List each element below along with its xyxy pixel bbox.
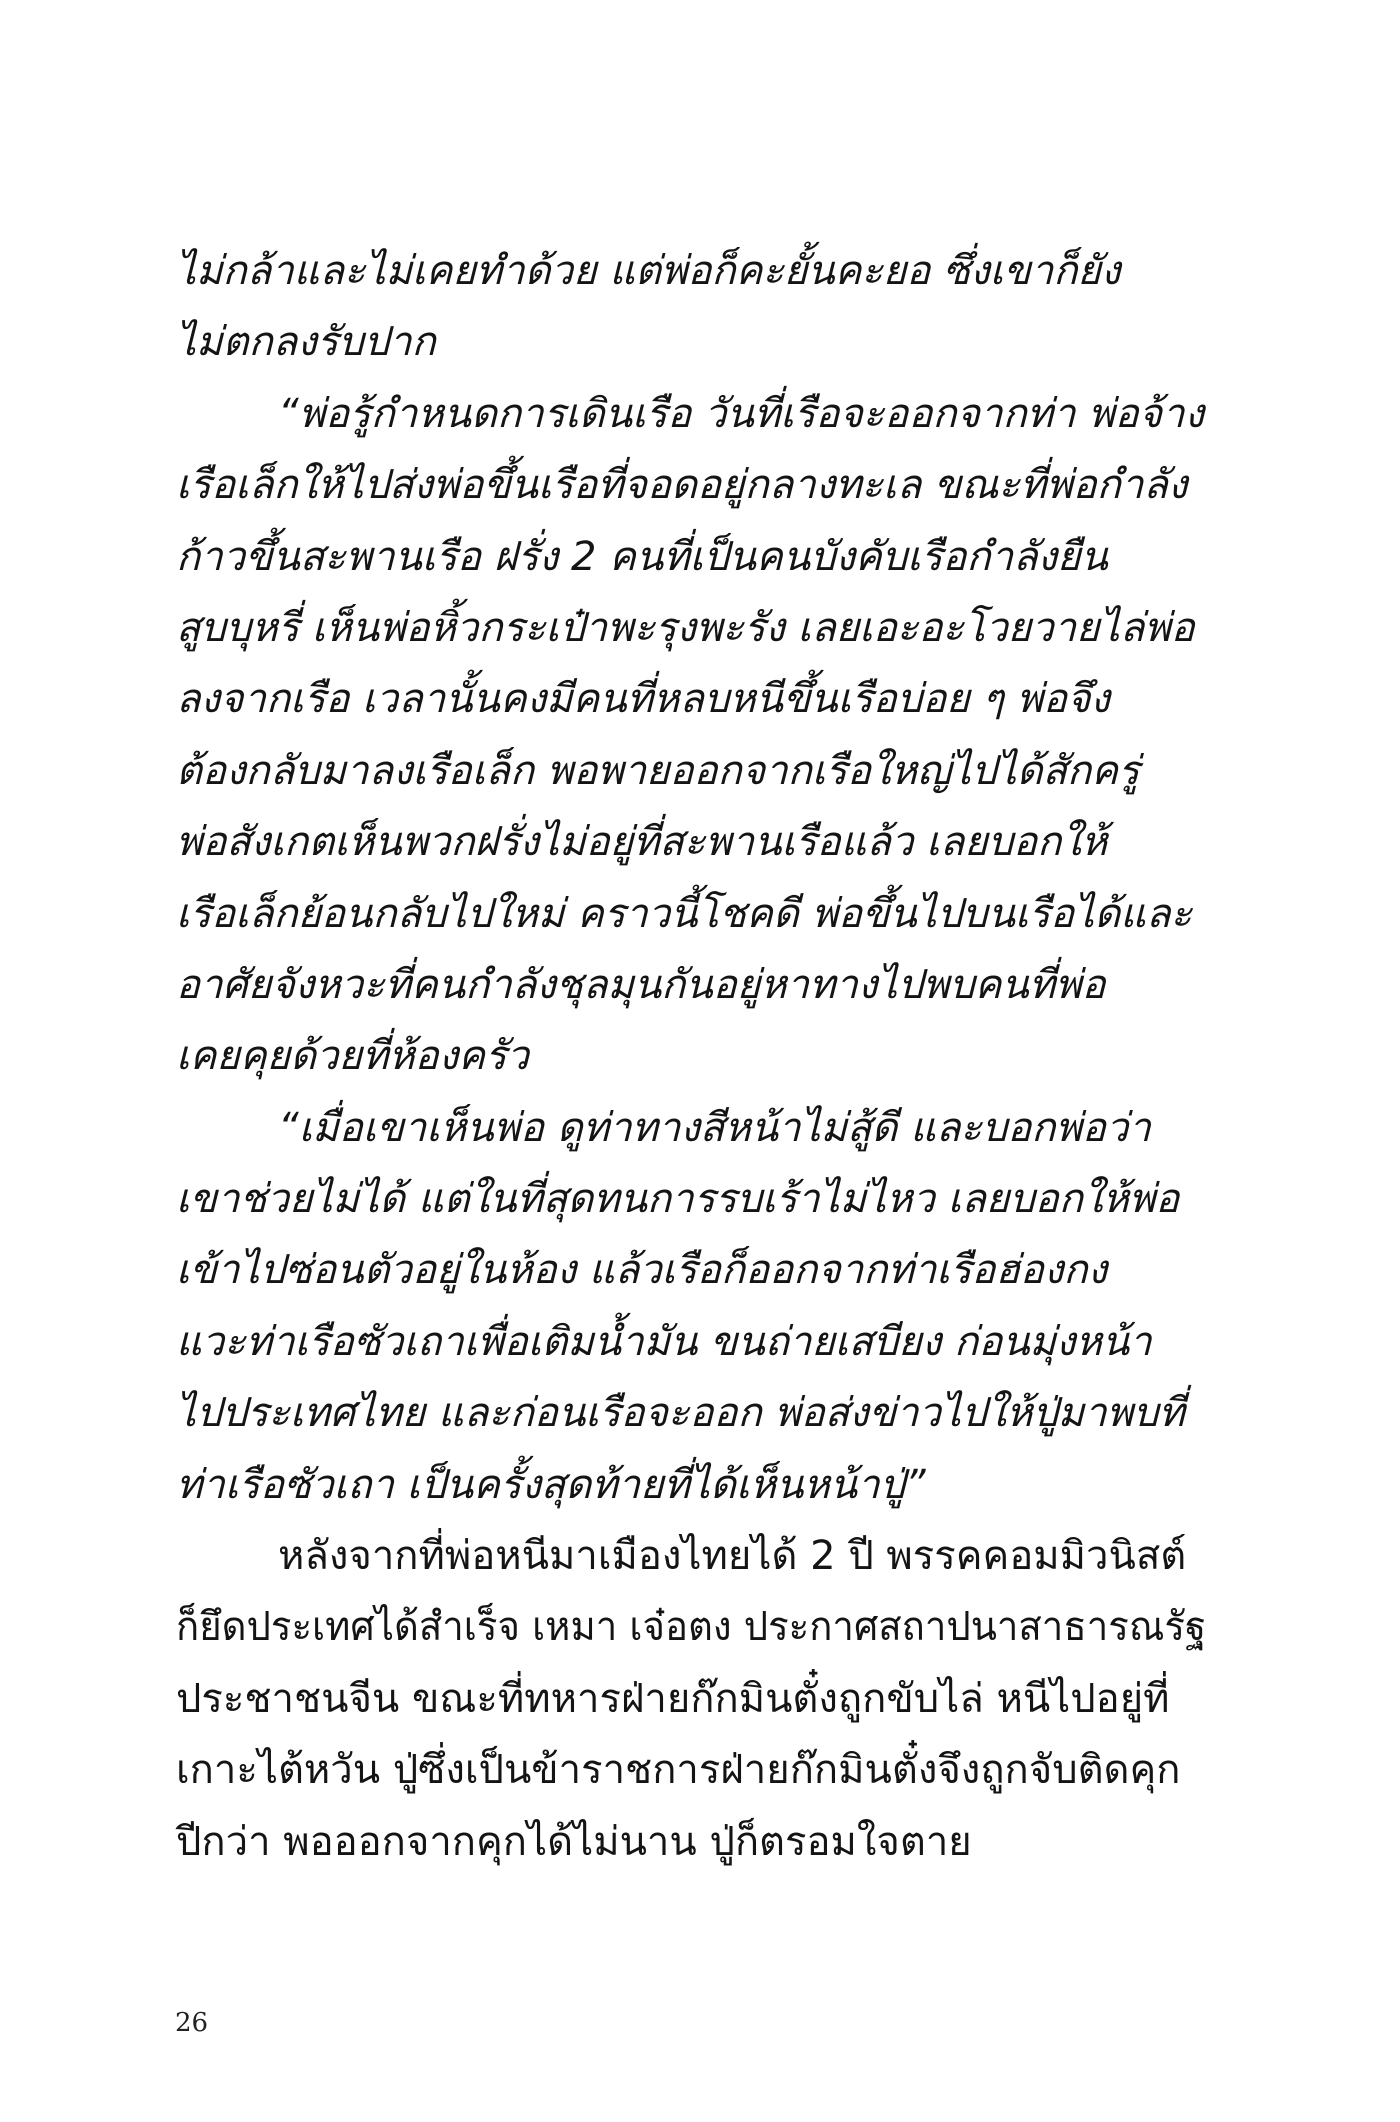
text-line: เข้าไปซ่อนตัวอยู่ในห้อง แล้วเรือก็ออกจากท่าเรือฮ่องกง [176, 1247, 1108, 1294]
text-line: ปีกว่า พอออกจากคุกได้ไม่นาน ปู่ก็ตรอมใจตาย [176, 1818, 972, 1865]
text-line: ไม่กล้าและไม่เคยทำด้วย แต่พ่อก็คะยั้นคะยอ ซึ่งเขาก็ยัง [176, 248, 1121, 294]
text-line: เขาช่วยไม่ได้ แต่ในที่สุดทนการรบเร้าไม่ไหว เลยบอกให้พ่อ [176, 1176, 1180, 1223]
text-line: สูบบุหรี่ เห็นพ่อหิ้วกระเป๋าพะรุงพะรัง เลยเอะอะโวยวายไล่พ่อ [176, 604, 1195, 651]
text-line: เรือเล็กให้ไปส่งพ่อขึ้นเรือที่จอดอยู่กลางทะเล ขณะที่พ่อกำลัง [176, 462, 1188, 509]
text-line: “เมื่อเขาเห็นพ่อ ดูท่าทางสีหน้าไม่สู้ดี และบอกพ่อว่า [278, 1104, 1151, 1151]
text-line: ก็ยึดประเทศได้สำเร็จ เหมา เจ๋อตง ประกาศสถาปนาสาธารณรัฐ [176, 1604, 1207, 1651]
text-line: ประชาชนจีน ขณะที่ทหารฝ่ายก๊กมินตั๋งถูกขับไล่ หนีไปอยู่ที่ [176, 1675, 1170, 1722]
text-line: ท่าเรือซัวเถา เป็นครั้งสุดท้ายที่ได้เห็นหน้าปู่” [176, 1461, 926, 1508]
text-line: แวะท่าเรือซัวเถาเพื่อเติมน้ำมัน ขนถ่ายเสบียง ก่อนมุ่งหน้า [176, 1318, 1152, 1365]
text-line: อาศัยจังหวะที่คนกำลังชุลมุนกันอยู่หาทางไปพบคนที่พ่อ [176, 961, 1106, 1008]
text-line: ก้าวขึ้นสะพานเรือ ฝรั่ง 2 คนที่เป็นคนบังคับเรือกำลังยืน [176, 533, 1108, 580]
text-line: ไปประเทศไทย และก่อนเรือจะออก พ่อส่งข่าวไปให้ปู่มาพบที่ [176, 1390, 1185, 1437]
page-number: 26 [175, 2008, 209, 2038]
text-line: พ่อสังเกตเห็นพวกฝรั่งไม่อยู่ที่สะพานเรือแล้ว เลยบอกให้ [176, 819, 1108, 866]
text-line: เรือเล็กย้อนกลับไปใหม่ คราวนี้โชคดี พ่อขึ้นไปบนเรือได้และ [176, 890, 1192, 937]
text-line: “พ่อรู้กำหนดการเดินเรือ วันที่เรือจะออกจากท่า พ่อจ้าง [278, 390, 1205, 437]
text-line: ลงจากเรือ เวลานั้นคงมีคนที่หลบหนีขึ้นเรือบ่อย ๆ พ่อจึง [176, 676, 1110, 723]
text-line: ต้องกลับมาลงเรือเล็ก พอพายออกจากเรือใหญ่ไปได้สักครู่ [176, 747, 1140, 794]
body-text [176, 236, 1206, 1878]
text-line: เคยคุยด้วยที่ห้องครัว [176, 1033, 529, 1080]
text-line: ไม่ตกลงรับปาก [176, 319, 436, 366]
text-line: หลังจากที่พ่อหนีมาเมืองไทยได้ 2 ปี พรรคคอมมิวนิสต์ [278, 1533, 1187, 1580]
text-line: เกาะไต้หวัน ปู่ซึ่งเป็นข้าราชการฝ่ายก๊กมินตั๋งจึงถูกจับติดคุก [176, 1747, 1181, 1794]
